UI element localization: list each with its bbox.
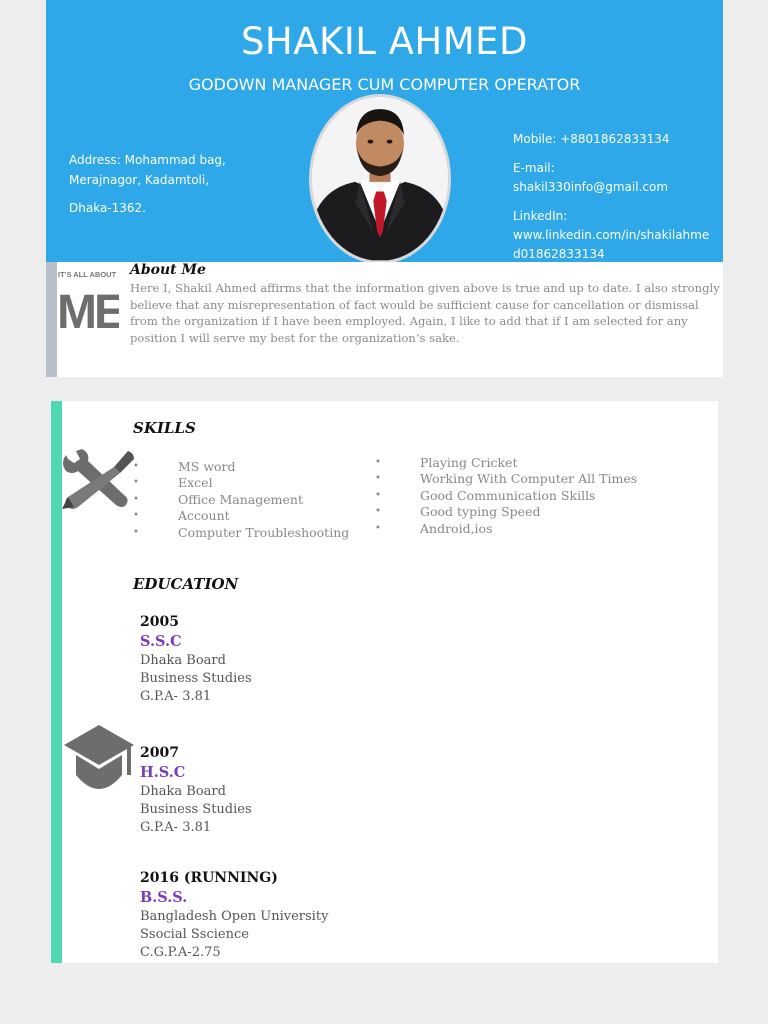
mobile-number: Mobile: +8801862833134 (513, 132, 670, 146)
about-me-badge (57, 268, 119, 338)
skill-item: • Good Communication Skills (375, 488, 637, 504)
skill-item: • Good typing Speed (375, 504, 637, 520)
about-text: Here I, Shakil Ahmed affirms that the information given above is true and up to date. I also strongly believe that any misrepresentation of fact would be sufficient cause for cancellation or dismissal from the organization if I have been employed. Again, I like to add that if I am selected for any position I will serve my best for the organization’s sake. (130, 281, 720, 345)
linkedin-label: LinkedIn: (513, 209, 568, 223)
person-portrait-icon (312, 97, 448, 261)
linkedin[interactable] (513, 207, 713, 264)
education-degree: S.S.C (140, 633, 182, 650)
education-result: G.P.A- 3.81 (140, 820, 212, 836)
education-subject: Ssocial Sscience (140, 927, 249, 943)
skill-item: • Office Management (133, 492, 349, 508)
education-university: Bangladesh Open University (140, 909, 329, 924)
education-year: 2016 (RUNNING) (140, 870, 278, 886)
skill-item: • Excel (133, 475, 349, 491)
address-line-2: Merajnagor, Kadamtoli, (69, 173, 210, 187)
graduation-cap-icon (64, 725, 134, 797)
address-block (69, 150, 259, 218)
about-section (46, 262, 723, 377)
badge-small-text: IT'S ALL ABOUT (58, 270, 117, 279)
education-year: 2007 (140, 745, 179, 761)
education-entry-hsc (140, 743, 252, 838)
skill-item: • Working With Computer All Times (375, 471, 637, 487)
email-address[interactable]: E-mail: shakil330info@gmail.com (513, 161, 669, 194)
address-line-3: Dhaka-1362. (69, 201, 146, 215)
about-heading: About Me (130, 262, 206, 278)
education-group: Business Studies (140, 802, 252, 818)
skills-list-1 (133, 459, 349, 541)
candidate-name: SHAKIL AHMED (240, 20, 529, 63)
badge-big-text: ME (57, 286, 119, 338)
education-degree: B.S.S. (140, 889, 188, 906)
job-title: GODOWN MANAGER CUM COMPUTER OPERATOR (188, 75, 581, 94)
education-heading: EDUCATION (133, 575, 239, 593)
profile-photo (309, 94, 451, 264)
education-board: Dhaka Board (140, 653, 226, 668)
about-accent-bar (46, 262, 57, 377)
tools-icon (60, 449, 136, 511)
skill-item: • Computer Troubleshooting (133, 525, 349, 541)
education-degree: H.S.C (140, 764, 186, 781)
education-entry-bss (140, 868, 328, 963)
education-board: Dhaka Board (140, 784, 226, 799)
education-group: Business Studies (140, 671, 252, 687)
education-entry-ssc (140, 612, 252, 707)
skill-item: • MS word (133, 459, 349, 475)
skills-list-2 (375, 455, 637, 537)
linkedin-url[interactable]: www.linkedin.com/in/shakilahmed01862833134 (513, 228, 710, 261)
main-section (51, 401, 718, 963)
education-year: 2005 (140, 614, 179, 630)
skill-item: • Playing Cricket (375, 455, 637, 471)
skill-item: • Account (133, 508, 349, 524)
education-result: G.P.A- 3.81 (140, 689, 212, 705)
its-all-about-me-icon (57, 268, 119, 338)
contact-block (513, 130, 713, 274)
skill-item: • Android,ios (375, 521, 637, 537)
skills-heading: SKILLS (133, 419, 196, 437)
address-line-1: Address: Mohammad bag, (69, 153, 226, 167)
education-result: C.G.P.A-2.75 (140, 945, 221, 961)
